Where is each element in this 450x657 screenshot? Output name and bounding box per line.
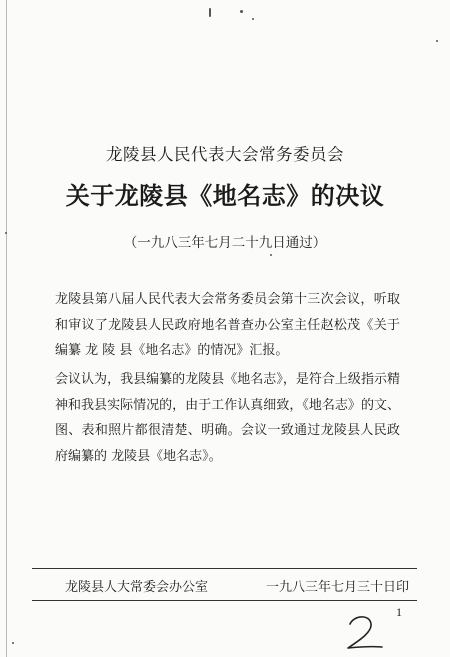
footer-issuer: 龙陵县人大常委会办公室 [65,580,209,595]
adoption-date: （一九八三年七月二十九日通过） [123,235,327,251]
document-title: 关于龙陵县《地名志》的决议 [65,181,385,210]
body-paragraph: 龙陵县第八届人民代表大会常务委员会第十三次会议，听取和审议了龙陵县人民政府地名普查办公室主任赵松茂《关于编纂 龙 陵 县《地名志》的情况》汇报。 [55,292,400,358]
footer-print-date: 一九八三年七月三十日印 [266,580,410,595]
scan-speck [12,642,14,644]
footer-divider-bottom [32,600,417,601]
scan-speck [436,40,438,42]
scan-speck [252,18,254,20]
scan-speck [240,10,243,13]
handwritten-page-number [340,612,390,652]
page-number: 1 [396,605,402,619]
scan-speck [270,254,272,256]
issuing-body: 龙陵县人民代表大会常务委员会 [106,145,344,164]
scan-edge-left [6,0,7,657]
footer-divider-top [32,568,417,569]
scan-mark [209,8,211,17]
body-paragraph: 会议认为，我县编纂的龙陵县《地名志》，是符合上级指示精神和我县实际情况的，由于工作认真细致，《地名志》的文、图、表和照片都很清楚、明确。会议一致通过龙陵县人民政府编纂的 龙陵县《地名志》。 [55,372,400,464]
